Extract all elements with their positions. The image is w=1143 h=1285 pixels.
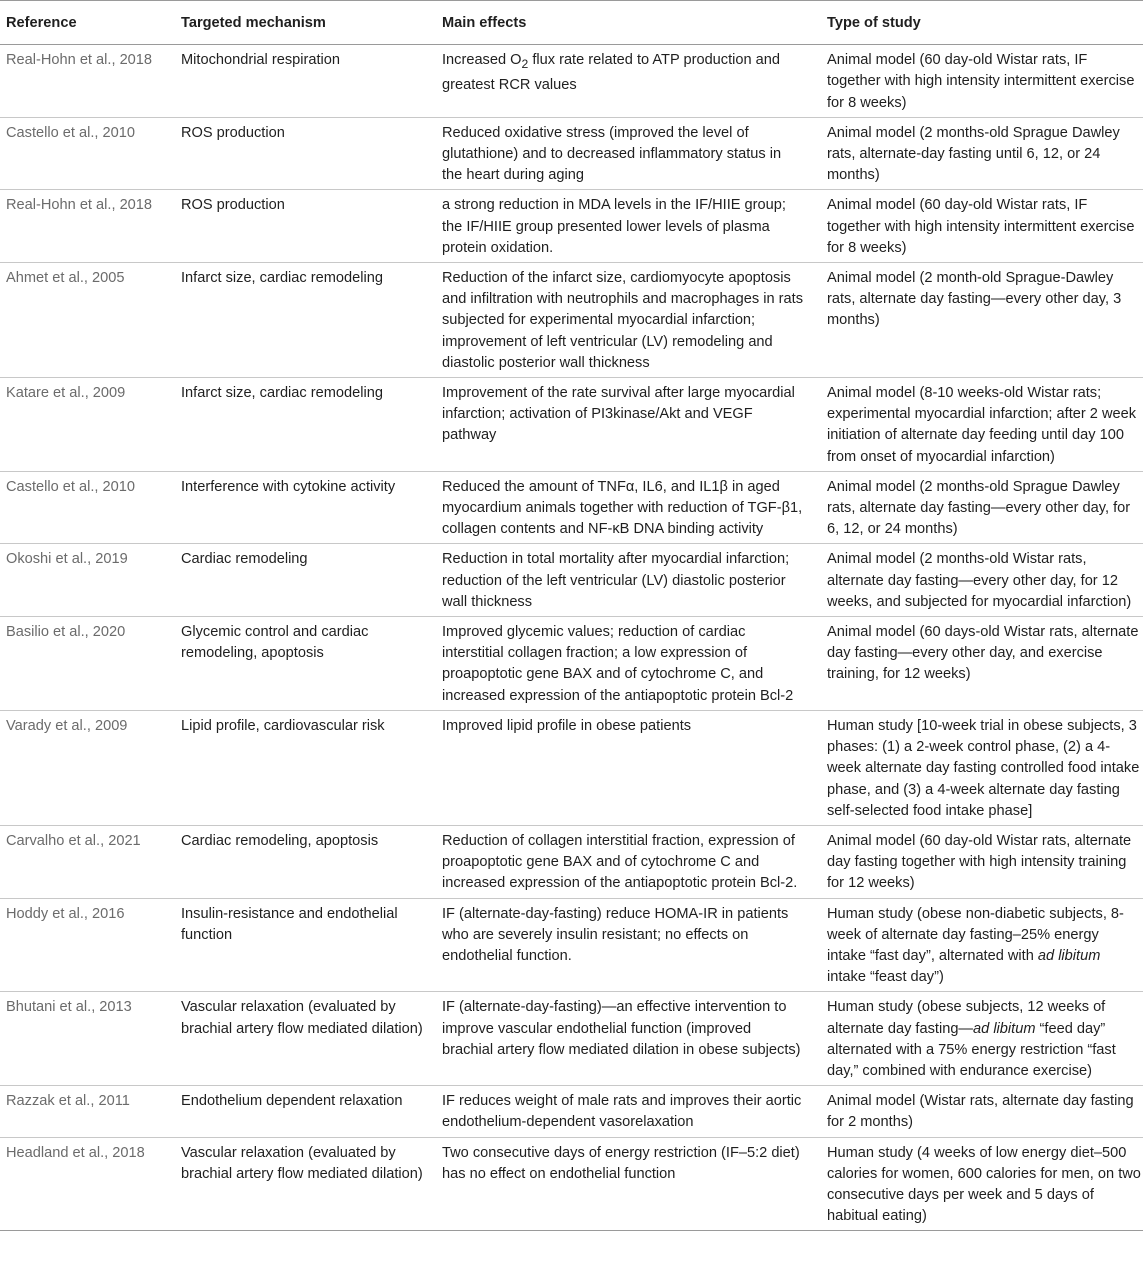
table-row bbox=[0, 898, 1143, 992]
cell-type-of-study: Animal model (8-10 weeks-old Wistar rats; experimental myocardial infarction; after 2 week initiation of alternate day feeding until day 100 from onset of myocardial infarction) bbox=[821, 378, 1143, 472]
cell-reference: Bhutani et al., 2013 bbox=[0, 992, 175, 1086]
cell-reference: Headland et al., 2018 bbox=[0, 1137, 175, 1231]
header-targeted-mechanism: Targeted mechanism bbox=[175, 1, 436, 45]
header-reference: Reference bbox=[0, 1, 175, 45]
cell-main-effects: Increased $O_2$ flux rate related to ATP production and greatest RCR values bbox=[436, 45, 821, 118]
table-row bbox=[0, 544, 1143, 617]
cell-type-of-study: Animal model (60 day-old Wistar rats, IF together with high intensity intermittent exercise for 8 weeks) bbox=[821, 45, 1143, 118]
cell-targeted-mechanism: Lipid profile, cardiovascular risk bbox=[175, 710, 436, 825]
cell-type-of-study: Animal model (2 months-old Wistar rats, alternate day fasting—every other day, for 12 weeks, and subjected for myocardial infarction) bbox=[821, 544, 1143, 617]
cell-type-of-study: Human study [10-week trial in obese subjects, 3 phases: (1) a 2-week control phase, (2) a 4-week alternate day fasting controlled food intake phase, and (3) a 4-week alternate day fasting self-selected food intake phase] bbox=[821, 710, 1143, 825]
cell-reference: Castello et al., 2010 bbox=[0, 117, 175, 190]
cell-targeted-mechanism: Cardiac remodeling, apoptosis bbox=[175, 825, 436, 898]
cell-reference: Okoshi et al., 2019 bbox=[0, 544, 175, 617]
table-row bbox=[0, 617, 1143, 711]
cell-reference: Real-Hohn et al., 2018 bbox=[0, 190, 175, 263]
cell-targeted-mechanism: Insulin-resistance and endothelial function bbox=[175, 898, 436, 992]
cell-targeted-mechanism: Interference with cytokine activity bbox=[175, 471, 436, 544]
table-row bbox=[0, 992, 1143, 1086]
cell-main-effects: Reduced the amount of TNFα, IL6, and IL1β in aged myocardium animals together with reduction of TGF-β1, collagen contents and NF-κB DNA binding activity bbox=[436, 471, 821, 544]
header-type-of-study: Type of study bbox=[821, 1, 1143, 45]
cell-main-effects: Reduced oxidative stress (improved the level of glutathione) and to decreased inflammatory status in the heart during aging bbox=[436, 117, 821, 190]
cell-reference: Castello et al., 2010 bbox=[0, 471, 175, 544]
cell-reference: Carvalho et al., 2021 bbox=[0, 825, 175, 898]
table-row bbox=[0, 45, 1143, 118]
cell-reference: Real-Hohn et al., 2018 bbox=[0, 45, 175, 118]
header-row bbox=[0, 1, 1143, 45]
cell-targeted-mechanism: Infarct size, cardiac remodeling bbox=[175, 263, 436, 378]
cell-main-effects: Improved glycemic values; reduction of cardiac interstitial collagen fraction; a low expression of proapoptotic gene BAX and of cytochrome C, and increased expression of the antiapoptotic protein Bcl-2 bbox=[436, 617, 821, 711]
table-row bbox=[0, 1086, 1143, 1137]
cell-main-effects: a strong reduction in MDA levels in the IF/HIIE group; the IF/HIIE group presented lower levels of plasma protein oxidation. bbox=[436, 190, 821, 263]
cell-targeted-mechanism: Infarct size, cardiac remodeling bbox=[175, 378, 436, 472]
cell-targeted-mechanism: Mitochondrial respiration bbox=[175, 45, 436, 118]
cell-reference: Katare et al., 2009 bbox=[0, 378, 175, 472]
cell-reference: Razzak et al., 2011 bbox=[0, 1086, 175, 1137]
cell-reference: Basilio et al., 2020 bbox=[0, 617, 175, 711]
cell-type-of-study: Animal model (2 month-old Sprague-Dawley rats, alternate day fasting—every other day, 3 months) bbox=[821, 263, 1143, 378]
cell-targeted-mechanism: Cardiac remodeling bbox=[175, 544, 436, 617]
cell-targeted-mechanism: ROS production bbox=[175, 190, 436, 263]
cell-reference: Varady et al., 2009 bbox=[0, 710, 175, 825]
cell-type-of-study: Animal model (Wistar rats, alternate day fasting for 2 months) bbox=[821, 1086, 1143, 1137]
cell-type-of-study: Animal model (60 day-old Wistar rats, alternate day fasting together with high intensity training for 12 weeks) bbox=[821, 825, 1143, 898]
cell-targeted-mechanism: Endothelium dependent relaxation bbox=[175, 1086, 436, 1137]
table-row bbox=[0, 378, 1143, 472]
cell-targeted-mechanism: Glycemic control and cardiac remodeling, apoptosis bbox=[175, 617, 436, 711]
cell-reference: Ahmet et al., 2005 bbox=[0, 263, 175, 378]
cell-main-effects: Improvement of the rate survival after large myocardial infarction; activation of PI3kinase/Akt and VEGF pathway bbox=[436, 378, 821, 472]
table-row bbox=[0, 117, 1143, 190]
cell-type-of-study: Animal model (60 days-old Wistar rats, alternate day fasting—every other day, and exercise training, for 12 weeks) bbox=[821, 617, 1143, 711]
table-row bbox=[0, 710, 1143, 825]
cell-main-effects: Two consecutive days of energy restriction (IF–5:2 diet) has no effect on endothelial function bbox=[436, 1137, 821, 1231]
cell-type-of-study: Animal model (2 months-old Sprague Dawley rats, alternate-day fasting until 6, 12, or 24 months) bbox=[821, 117, 1143, 190]
cell-main-effects: IF reduces weight of male rats and improves their aortic endothelium-dependent vasorelaxation bbox=[436, 1086, 821, 1137]
cell-targeted-mechanism: ROS production bbox=[175, 117, 436, 190]
cell-main-effects: IF (alternate-day-fasting) reduce HOMA-IR in patients who are severely insulin resistant; no effects on endothelial function. bbox=[436, 898, 821, 992]
table-header bbox=[0, 1, 1143, 45]
cell-main-effects: Reduction of the infarct size, cardiomyocyte apoptosis and infiltration with neutrophils and macrophages in rats subjected for experimental myocardial infarction; improvement of left ventricular (LV) remodeling and diastolic posterior wall thickness bbox=[436, 263, 821, 378]
table-body bbox=[0, 45, 1143, 1231]
cell-type-of-study: Human study (4 weeks of low energy diet–500 calories for women, 600 calories for men, on two consecutive days per week and 5 days of habitual eating) bbox=[821, 1137, 1143, 1231]
cell-reference: Hoddy et al., 2016 bbox=[0, 898, 175, 992]
cell-targeted-mechanism: Vascular relaxation (evaluated by brachial artery flow mediated dilation) bbox=[175, 992, 436, 1086]
cell-main-effects: IF (alternate-day-fasting)—an effective intervention to improve vascular endothelial function (improved brachial artery flow mediated dilation in obese subjects) bbox=[436, 992, 821, 1086]
cell-type-of-study: Animal model (2 months-old Sprague Dawley rats, alternate day fasting—every other day, for 6, 12, or 24 months) bbox=[821, 471, 1143, 544]
cell-main-effects: Improved lipid profile in obese patients bbox=[436, 710, 821, 825]
header-main-effects: Main effects bbox=[436, 1, 821, 45]
table-row bbox=[0, 1137, 1143, 1231]
cell-targeted-mechanism: Vascular relaxation (evaluated by brachial artery flow mediated dilation) bbox=[175, 1137, 436, 1231]
cell-type-of-study: Animal model (60 day-old Wistar rats, IF together with high intensity intermittent exercise for 8 weeks) bbox=[821, 190, 1143, 263]
table-row bbox=[0, 825, 1143, 898]
cell-type-of-study: Human study (obese subjects, 12 weeks of alternate day fasting—ad libitum “feed day” alternated with a 75% energy restriction “fast day,” combined with endurance exercise) bbox=[821, 992, 1143, 1086]
table-row bbox=[0, 471, 1143, 544]
table-row bbox=[0, 190, 1143, 263]
cell-main-effects: Reduction in total mortality after myocardial infarction; reduction of the left ventricular (LV) diastolic posterior wall thickness bbox=[436, 544, 821, 617]
cell-main-effects: Reduction of collagen interstitial fraction, expression of proapoptotic gene BAX and of cytochrome C and increased expression of the antiapoptotic protein Bcl-2. bbox=[436, 825, 821, 898]
cell-type-of-study: Human study (obese non-diabetic subjects, 8-week of alternate day fasting–25% energy intake “fast day”, alternated with ad libitum intake “feast day”) bbox=[821, 898, 1143, 992]
table-row bbox=[0, 263, 1143, 378]
